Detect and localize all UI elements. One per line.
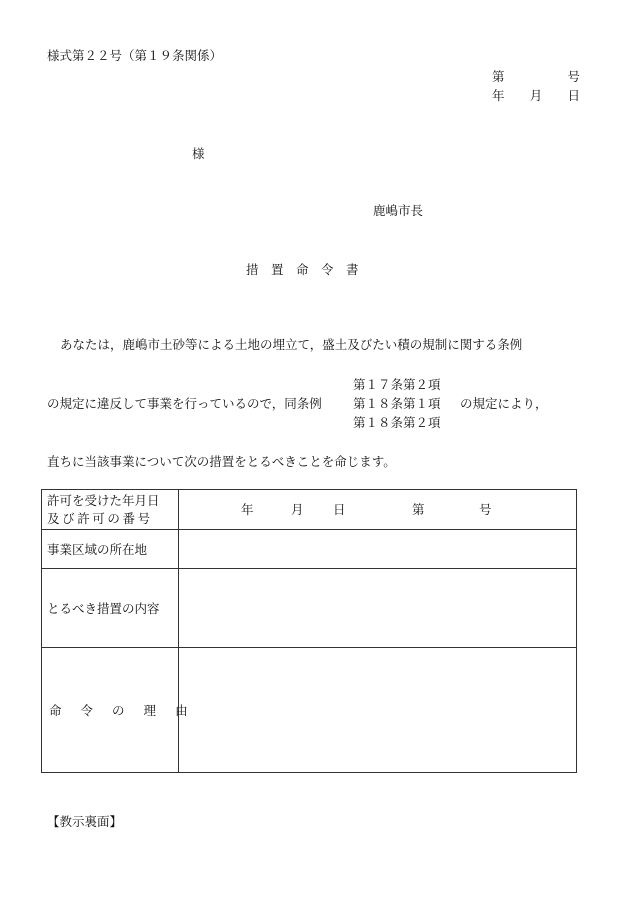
permit-day: 日 <box>333 501 346 517</box>
number-suffix: 号 <box>567 69 580 84</box>
reason-char-1: 命 <box>49 703 62 718</box>
reason-char-5: 由 <box>175 703 188 718</box>
number-prefix: 第 <box>492 69 505 84</box>
reason-label-cell <box>42 648 188 773</box>
reason-row <box>42 648 577 773</box>
body-line-1: あなたは，鹿嶋市土砂等による土地の埋立て，盛土及びたい積の規制に関する条例 <box>60 337 523 352</box>
permit-label-1-wrap <box>47 492 167 510</box>
issuer-name: 鹿嶋市長 <box>373 203 424 218</box>
measures-row <box>42 569 577 648</box>
permit-label-cell <box>42 490 179 530</box>
article-ref-1: 第１７条第２項 <box>353 377 441 392</box>
document-number <box>492 69 580 84</box>
location-label: 事業区域の所在地 <box>42 530 179 569</box>
order-table <box>41 489 577 773</box>
location-value-cell[interactable] <box>179 530 577 569</box>
date-month: 月 <box>529 88 543 103</box>
document-title: 措 置 命 令 書 <box>246 262 359 277</box>
reason-char-3: の <box>112 703 125 718</box>
permit-label-1: 許可を受けた年月日 <box>47 492 160 508</box>
article-ref-3: 第１８条第２項 <box>353 415 441 430</box>
reason-char-4: 理 <box>143 703 157 718</box>
article-ref-2: 第１８条第１項 <box>353 396 441 411</box>
reason-value-cell[interactable] <box>179 648 577 773</box>
form-id: 様式第２２号（第１９条関係） <box>47 48 223 63</box>
addressee-honorific: 様 <box>192 146 205 161</box>
reason-label <box>47 701 188 719</box>
permit-value-cell[interactable] <box>179 490 577 530</box>
instruction-notice: 【教示裏面】 <box>47 814 123 829</box>
permit-no-suffix: 号 <box>479 501 492 517</box>
body-line-2: の規定に違反して事業を行っているので，同条例 <box>47 396 322 411</box>
body-line-3: 直ちに当該事業について次の措置をとるべきことを命じます。 <box>47 454 396 469</box>
measures-label: とるべき措置の内容 <box>42 569 179 648</box>
permit-year: 年 <box>241 501 254 517</box>
permit-no-prefix: 第 <box>412 501 425 517</box>
body-line-2-end: の規定により， <box>460 396 548 411</box>
permit-row <box>42 490 577 530</box>
permit-label-2: 及び許可の番号 <box>47 510 153 526</box>
date-day: 日 <box>567 88 580 103</box>
reason-char-2: 令 <box>80 703 94 718</box>
measures-value-cell[interactable] <box>179 569 577 648</box>
date-year: 年 <box>492 88 505 103</box>
document-date <box>492 88 580 103</box>
permit-month: 月 <box>291 501 304 517</box>
location-row <box>42 530 577 569</box>
